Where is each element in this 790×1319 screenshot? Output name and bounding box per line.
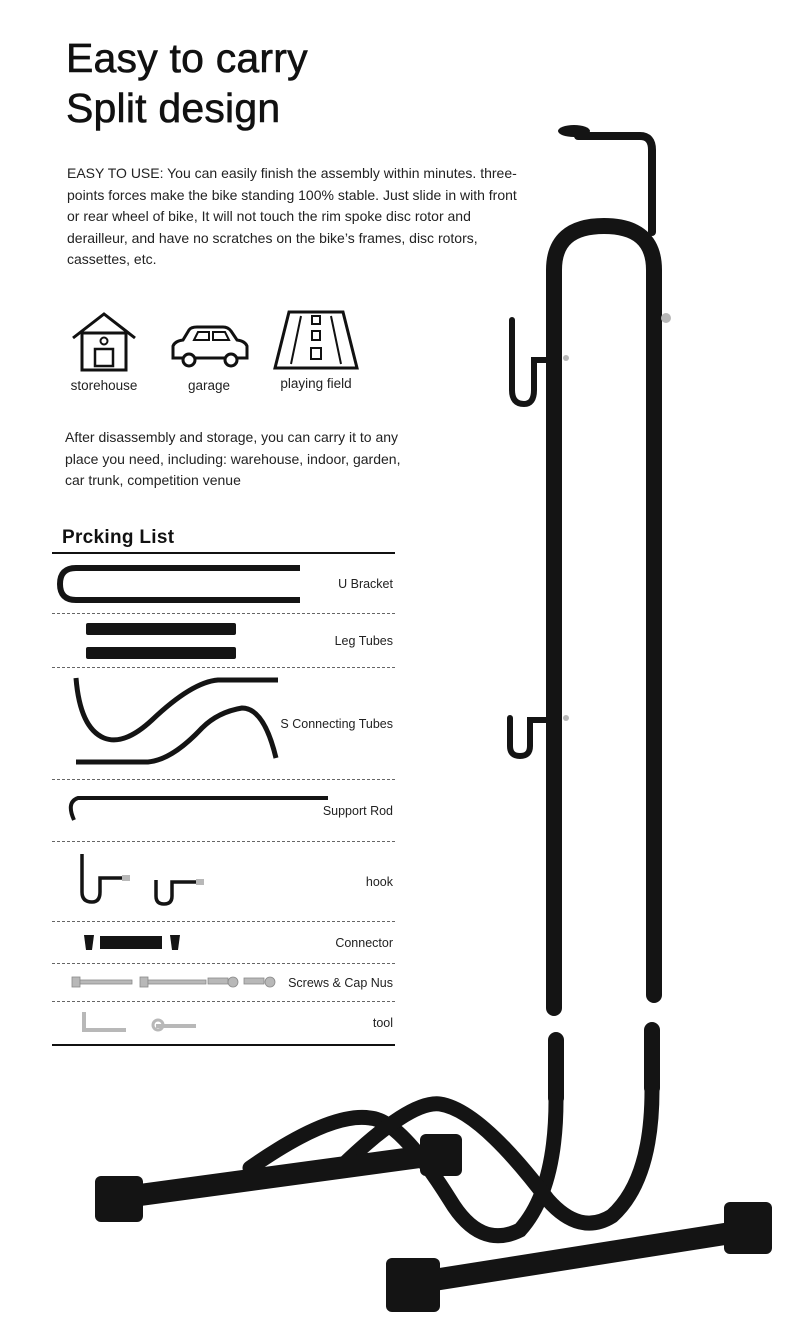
intro-paragraph: EASY TO USE: You can easily finish the assembly within minutes. three-points forces make the bike standing 100% stable. Just slide in with front or rear wheel of bike, It will not touch the rim spoke disc rotor and derailleur, and have no scratches on the bike’s frames, disc rotors, cassettes, etc. (67, 165, 517, 267)
place-label: playing field (280, 376, 352, 391)
packing-item-label: U Bracket (338, 576, 393, 591)
packing-item-label: Screws & Cap Nus (288, 975, 393, 990)
place-label: storehouse (70, 378, 138, 393)
packing-item-label: Support Rod (322, 803, 393, 818)
packing-item-label: tool (372, 1016, 393, 1030)
headline-line-1: Easy to carry (66, 35, 308, 81)
packing-item-label: S Connecting Tubes (280, 716, 393, 731)
packing-list-title: Prcking List (52, 524, 395, 554)
headline-line-2: Split design (66, 85, 281, 131)
place-label: garage (187, 378, 231, 393)
packing-item-label: Connector (335, 935, 393, 950)
packing-item-label: hook (365, 874, 393, 889)
packing-item-label: Leg Tubes (334, 633, 393, 648)
carry-paragraph: After disassembly and storage, you can carry it to any place you need, including: warehouse, indoor, garden, car trunk, competition venue (65, 429, 401, 488)
